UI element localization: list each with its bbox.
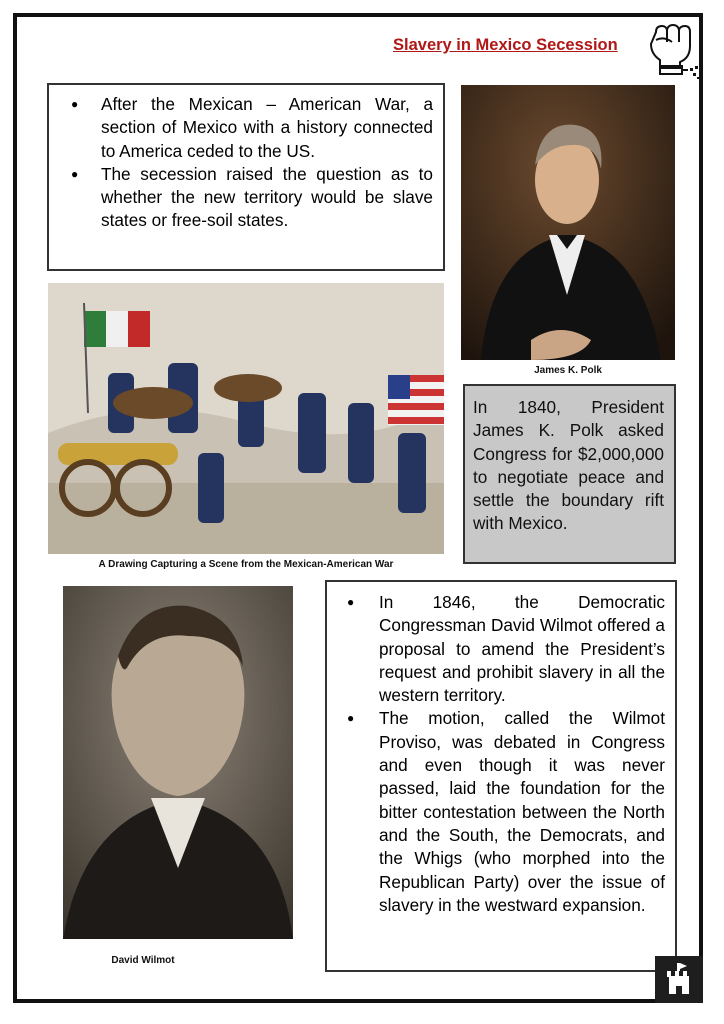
david-wilmot-portrait (63, 586, 293, 939)
castle-logo-icon (655, 956, 703, 1003)
wilmot-text-box (325, 580, 677, 972)
raised-fist-icon (646, 22, 704, 84)
wilmot-bullet: ● The motion, called the Wilmot Proviso, was debated in Congress and even though it was never passed, laid the foundation for the bitter contestation between the North and the South, the Democrats, and the Whigs (who morphed into the Republican Party) over the issue of slavery in the westward expansion. (327, 707, 665, 917)
intro-bullet: ● After the Mexican – American War, a section of Mexico with a history connected to America ceded to the US. (55, 93, 433, 163)
war-drawing-caption: A Drawing Capturing a Scene from the Mexican-American War (98, 559, 394, 570)
wilmot-caption: David Wilmot (111, 955, 175, 966)
intro-text-box (47, 83, 445, 271)
page-title: Slavery in Mexico Secession (393, 36, 618, 54)
james-polk-portrait (461, 85, 675, 360)
polk-fact-text: In 1840, President James K. Polk asked Congress for $2,000,000 to negotiate peace and settle the boundary rift with Mexico. (473, 397, 664, 534)
intro-bullet: ● The secession raised the question as to whether the new territory would be slave states or free-soil states. (55, 163, 433, 233)
polk-caption: James K. Polk (534, 365, 602, 376)
polk-fact-box (463, 384, 676, 564)
wilmot-bullet: ● In 1846, the Democratic Congressman David Wilmot offered a proposal to amend the President’s request and prohibit slavery in all the western territory. (327, 591, 665, 707)
mexican-american-war-drawing (48, 283, 444, 554)
